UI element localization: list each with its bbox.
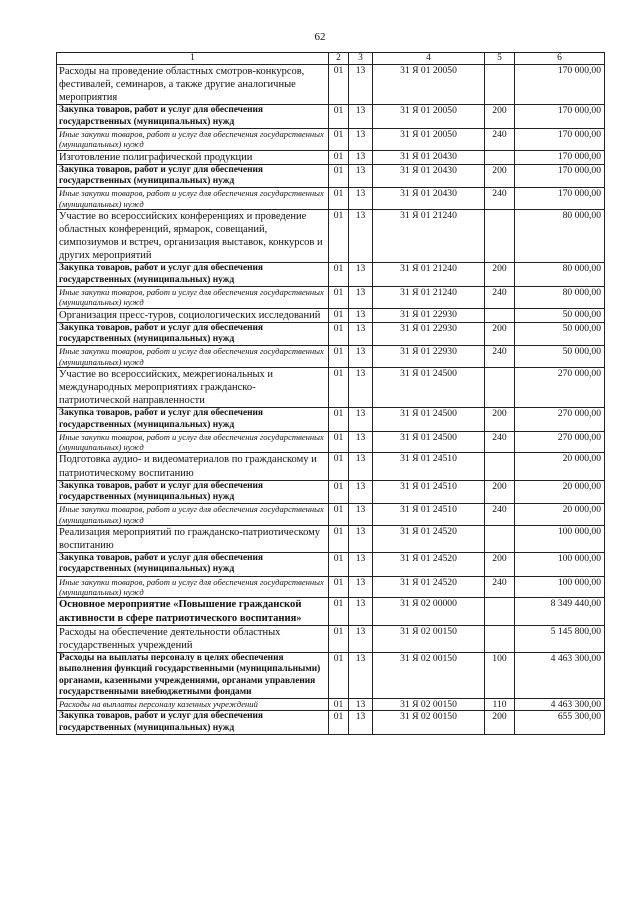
table-header-row [57,53,605,65]
row-name-cell: Изготовление полиграфической продукции [57,150,329,164]
row-amount-cell: 5 145 800,00 [515,625,605,652]
row-subsection-cell: 13 [349,576,373,598]
row-amount-cell: 170 000,00 [515,128,605,150]
row-expense-type-cell: 240 [485,188,515,210]
row-section-cell: 01 [329,625,349,652]
row-subsection-cell: 13 [349,453,373,480]
row-target-code-cell: 31 Я 01 20430 [373,188,485,210]
table-row [57,367,605,407]
row-target-code-cell: 31 Я 01 24520 [373,576,485,598]
row-name-cell: Иные закупки товаров, работ и услуг для обеспечения государственных (муниципальных) нужд [57,504,329,526]
table-row [57,553,605,577]
row-expense-type-cell: 200 [485,164,515,188]
row-section-cell: 01 [329,598,349,625]
row-amount-cell: 50 000,00 [515,346,605,368]
row-section-cell: 01 [329,480,349,504]
table-row [57,322,605,346]
row-expense-type-cell [485,65,515,105]
row-target-code-cell: 31 Я 01 24510 [373,453,485,480]
budget-table [56,52,605,735]
row-amount-cell: 270 000,00 [515,431,605,453]
row-section-cell: 01 [329,308,349,322]
row-amount-cell: 170 000,00 [515,188,605,210]
row-section-cell: 01 [329,65,349,105]
row-subsection-cell: 13 [349,408,373,432]
row-amount-cell: 100 000,00 [515,525,605,552]
row-expense-type-cell: 200 [485,105,515,129]
row-subsection-cell: 13 [349,65,373,105]
row-subsection-cell: 13 [349,209,373,263]
row-expense-type-cell: 240 [485,504,515,526]
table-row [57,209,605,263]
row-name-cell: Иные закупки товаров, работ и услуг для обеспечения государственных (муниципальных) нужд [57,188,329,210]
table-row [57,128,605,150]
row-subsection-cell: 13 [349,367,373,407]
row-amount-cell: 20 000,00 [515,453,605,480]
row-subsection-cell: 13 [349,346,373,368]
row-name-cell: Иные закупки товаров, работ и услуг для обеспечения государственных (муниципальных) нужд [57,346,329,368]
table-row [57,65,605,105]
row-amount-cell: 270 000,00 [515,408,605,432]
row-amount-cell: 80 000,00 [515,209,605,263]
row-target-code-cell: 31 Я 02 00150 [373,699,485,711]
row-target-code-cell: 31 Я 02 00000 [373,598,485,625]
row-amount-cell: 170 000,00 [515,105,605,129]
row-subsection-cell: 13 [349,504,373,526]
table-row [57,504,605,526]
row-name-cell: Организация пресс-туров, социологических исследований [57,308,329,322]
table-row [57,188,605,210]
row-target-code-cell: 31 Я 01 24500 [373,367,485,407]
row-expense-type-cell: 100 [485,653,515,699]
row-target-code-cell: 31 Я 01 24510 [373,504,485,526]
row-subsection-cell: 13 [349,105,373,129]
row-name-cell: Иные закупки товаров, работ и услуг для обеспечения государственных (муниципальных) нужд [57,431,329,453]
row-amount-cell: 170 000,00 [515,65,605,105]
table-row [57,346,605,368]
header-col-5: 5 [485,53,515,65]
row-target-code-cell: 31 Я 01 21240 [373,263,485,287]
row-section-cell: 01 [329,209,349,263]
row-subsection-cell: 13 [349,188,373,210]
row-subsection-cell: 13 [349,553,373,577]
row-subsection-cell: 13 [349,711,373,735]
row-target-code-cell: 31 Я 02 00150 [373,711,485,735]
row-amount-cell: 50 000,00 [515,308,605,322]
table-row [57,598,605,625]
row-expense-type-cell: 200 [485,711,515,735]
table-row [57,653,605,699]
row-amount-cell: 4 463 300,00 [515,699,605,711]
row-expense-type-cell [485,209,515,263]
table-row [57,308,605,322]
row-subsection-cell: 13 [349,480,373,504]
row-expense-type-cell: 110 [485,699,515,711]
header-col-2: 2 [329,53,349,65]
row-name-cell: Иные закупки товаров, работ и услуг для обеспечения государственных (муниципальных) нужд [57,286,329,308]
row-expense-type-cell: 240 [485,128,515,150]
row-name-cell: Расходы на проведение областных смотров-конкурсов, фестивалей, семинаров, а также другие аналогичные мероприятия [57,65,329,105]
row-subsection-cell: 13 [349,699,373,711]
table-row [57,711,605,735]
row-target-code-cell: 31 Я 01 20430 [373,150,485,164]
row-expense-type-cell: 200 [485,263,515,287]
row-expense-type-cell: 240 [485,431,515,453]
row-name-cell: Закупка товаров, работ и услуг для обеспечения государственных (муниципальных) нужд [57,553,329,577]
row-amount-cell: 50 000,00 [515,322,605,346]
row-amount-cell: 655 300,00 [515,711,605,735]
row-section-cell: 01 [329,711,349,735]
row-name-cell: Участие во всероссийских, межрегиональных и международных мероприятиях гражданско-патриотической направленности [57,367,329,407]
row-target-code-cell: 31 Я 01 20050 [373,65,485,105]
table-row [57,699,605,711]
row-subsection-cell: 13 [349,653,373,699]
row-subsection-cell: 13 [349,598,373,625]
row-subsection-cell: 13 [349,150,373,164]
row-amount-cell: 170 000,00 [515,150,605,164]
row-name-cell: Закупка товаров, работ и услуг для обеспечения государственных (муниципальных) нужд [57,322,329,346]
row-subsection-cell: 13 [349,286,373,308]
row-section-cell: 01 [329,653,349,699]
row-expense-type-cell [485,525,515,552]
row-section-cell: 01 [329,525,349,552]
table-row [57,164,605,188]
row-name-cell: Закупка товаров, работ и услуг для обеспечения государственных (муниципальных) нужд [57,480,329,504]
row-name-cell: Основное мероприятие «Повышение гражданской активности в сфере патриотического воспитания» [57,598,329,625]
row-target-code-cell: 31 Я 01 22930 [373,322,485,346]
table-row [57,408,605,432]
header-col-6: 6 [515,53,605,65]
row-expense-type-cell: 200 [485,480,515,504]
header-col-3: 3 [349,53,373,65]
row-section-cell: 01 [329,504,349,526]
row-expense-type-cell [485,598,515,625]
row-amount-cell: 170 000,00 [515,164,605,188]
row-amount-cell: 100 000,00 [515,553,605,577]
row-subsection-cell: 13 [349,308,373,322]
row-section-cell: 01 [329,431,349,453]
row-name-cell: Закупка товаров, работ и услуг для обеспечения государственных (муниципальных) нужд [57,711,329,735]
row-target-code-cell: 31 Я 01 24520 [373,553,485,577]
row-amount-cell: 270 000,00 [515,367,605,407]
row-target-code-cell: 31 Я 01 24520 [373,525,485,552]
row-target-code-cell: 31 Я 01 20430 [373,164,485,188]
row-target-code-cell: 31 Я 02 00150 [373,625,485,652]
row-expense-type-cell: 240 [485,286,515,308]
header-col-1: 1 [57,53,329,65]
row-subsection-cell: 13 [349,128,373,150]
row-amount-cell: 8 349 440,00 [515,598,605,625]
row-expense-type-cell: 240 [485,346,515,368]
row-section-cell: 01 [329,699,349,711]
row-name-cell: Подготовка аудио- и видеоматериалов по гражданскому и патриотическому воспитанию [57,453,329,480]
row-name-cell: Расходы на выплаты персоналу казенных учреждений [57,699,329,711]
row-section-cell: 01 [329,453,349,480]
row-subsection-cell: 13 [349,431,373,453]
row-amount-cell: 4 463 300,00 [515,653,605,699]
row-expense-type-cell: 200 [485,408,515,432]
page-number: 62 [314,31,326,43]
row-subsection-cell: 13 [349,322,373,346]
row-target-code-cell: 31 Я 02 00150 [373,653,485,699]
row-subsection-cell: 13 [349,525,373,552]
row-section-cell: 01 [329,408,349,432]
row-subsection-cell: 13 [349,263,373,287]
row-amount-cell: 100 000,00 [515,576,605,598]
table-row [57,150,605,164]
row-section-cell: 01 [329,576,349,598]
row-name-cell: Закупка товаров, работ и услуг для обеспечения государственных (муниципальных) нужд [57,164,329,188]
row-section-cell: 01 [329,553,349,577]
header-col-4: 4 [373,53,485,65]
table-row [57,263,605,287]
row-subsection-cell: 13 [349,164,373,188]
row-expense-type-cell: 240 [485,576,515,598]
row-name-cell: Расходы на обеспечение деятельности областных государственных учреждений [57,625,329,652]
row-target-code-cell: 31 Я 01 20050 [373,105,485,129]
table-row [57,576,605,598]
row-name-cell: Иные закупки товаров, работ и услуг для обеспечения государственных (муниципальных) нужд [57,128,329,150]
row-subsection-cell: 13 [349,625,373,652]
row-expense-type-cell: 200 [485,322,515,346]
row-amount-cell: 80 000,00 [515,263,605,287]
row-amount-cell: 20 000,00 [515,480,605,504]
row-section-cell: 01 [329,367,349,407]
row-section-cell: 01 [329,188,349,210]
row-target-code-cell: 31 Я 01 24500 [373,408,485,432]
table-row [57,480,605,504]
row-target-code-cell: 31 Я 01 21240 [373,209,485,263]
row-amount-cell: 20 000,00 [515,504,605,526]
row-expense-type-cell [485,308,515,322]
row-target-code-cell: 31 Я 01 21240 [373,286,485,308]
row-section-cell: 01 [329,164,349,188]
table-row [57,525,605,552]
row-expense-type-cell [485,453,515,480]
table-row [57,431,605,453]
row-target-code-cell: 31 Я 01 24500 [373,431,485,453]
row-name-cell: Расходы на выплаты персоналу в целях обеспечения выполнения функций государственными (муниципальными) органами, казенными учреждениями, органами управления государственными внебюджетными фондами [57,653,329,699]
row-section-cell: 01 [329,105,349,129]
row-section-cell: 01 [329,263,349,287]
row-name-cell: Закупка товаров, работ и услуг для обеспечения государственных (муниципальных) нужд [57,408,329,432]
table-row [57,625,605,652]
row-section-cell: 01 [329,128,349,150]
row-expense-type-cell [485,150,515,164]
row-name-cell: Участие во всероссийских конференциях и проведение областных конференций, ярмарок, совещаний, симпозиумов и встреч, организация выставок, конкурсов и других мероприятий [57,209,329,263]
table-row [57,453,605,480]
row-expense-type-cell [485,625,515,652]
row-target-code-cell: 31 Я 01 20050 [373,128,485,150]
row-target-code-cell: 31 Я 01 22930 [373,308,485,322]
row-name-cell: Закупка товаров, работ и услуг для обеспечения государственных (муниципальных) нужд [57,105,329,129]
row-name-cell: Закупка товаров, работ и услуг для обеспечения государственных (муниципальных) нужд [57,263,329,287]
row-section-cell: 01 [329,346,349,368]
table-row [57,286,605,308]
row-section-cell: 01 [329,150,349,164]
row-section-cell: 01 [329,322,349,346]
row-expense-type-cell: 200 [485,553,515,577]
row-target-code-cell: 31 Я 01 22930 [373,346,485,368]
row-name-cell: Реализация мероприятий по гражданско-патриотическому воспитанию [57,525,329,552]
row-amount-cell: 80 000,00 [515,286,605,308]
row-name-cell: Иные закупки товаров, работ и услуг для обеспечения государственных (муниципальных) нужд [57,576,329,598]
table-row [57,105,605,129]
row-expense-type-cell [485,367,515,407]
row-section-cell: 01 [329,286,349,308]
row-target-code-cell: 31 Я 01 24510 [373,480,485,504]
